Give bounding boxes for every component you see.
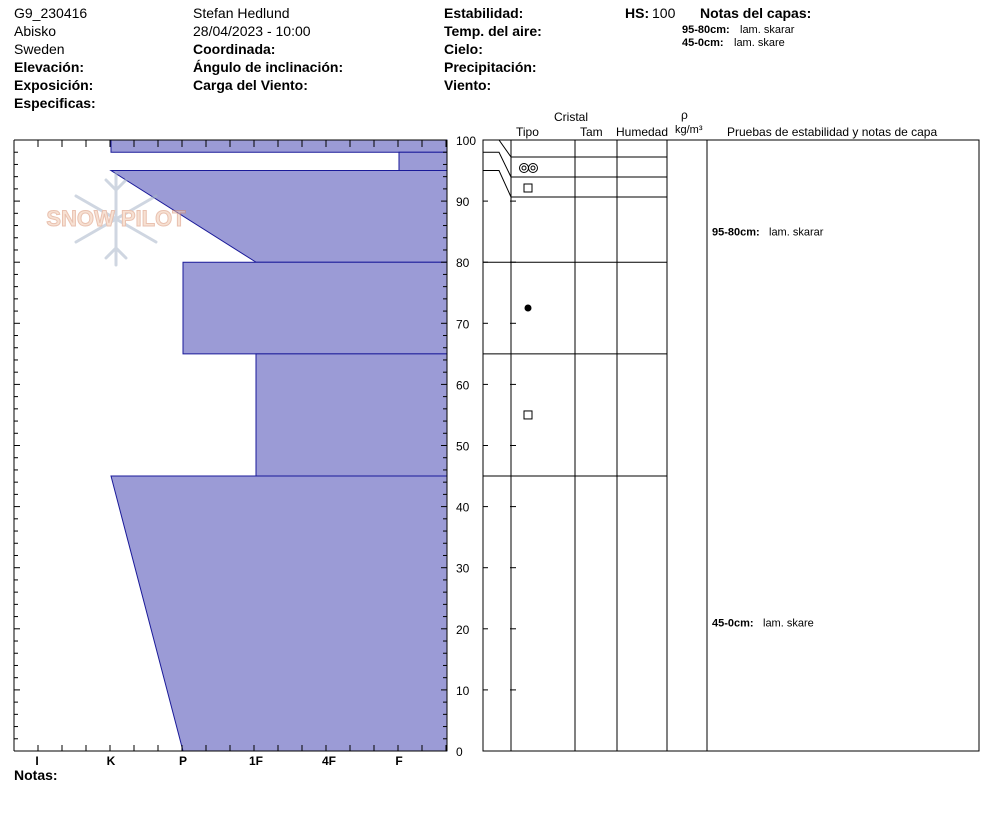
depth-tick-label: 20 [456, 622, 470, 637]
depth-tick-label: 0 [456, 745, 463, 759]
faceted-crystal-icon [524, 184, 532, 192]
layer-table [483, 140, 979, 751]
tests-header: Pruebas de estabilidad y notas de capa [727, 125, 938, 139]
hardness-tick-label: K [106, 754, 116, 768]
hardness-tick-label: P [178, 754, 188, 768]
specifics-label: Especificas: [14, 95, 96, 111]
humedad-header: Humedad [616, 125, 669, 139]
tam-header: Tam [580, 125, 603, 139]
observer: Stefan Hedlund [193, 5, 290, 21]
layer-comment-text: lam. skare [763, 617, 814, 630]
depth-tick-label: 40 [456, 500, 470, 515]
depth-tick-label: 60 [456, 378, 470, 393]
layer-comment-range: 45-0cm: [712, 617, 754, 630]
melt-form-icon [525, 305, 532, 312]
hardness-profile [111, 140, 447, 751]
layer-note-text: lam. skare [734, 37, 785, 49]
faceted-crystal-icon [524, 411, 532, 419]
stability-label: Estabilidad: [444, 5, 524, 21]
depth-tick-label: 10 [456, 683, 470, 698]
layer-note-text: lam. skarar [740, 24, 795, 36]
aspect-label: Exposición: [14, 77, 94, 93]
hs-label: HS: [625, 5, 650, 21]
layer-note-range: 45-0cm: [682, 37, 724, 49]
depth-tick-label: 70 [456, 317, 470, 332]
hardness-layer [111, 140, 447, 152]
hardness-layer [111, 476, 447, 751]
layer-comment-text: lam. skarar [769, 226, 824, 239]
hardness-tick-label: 4F [321, 754, 337, 768]
layer-connector [483, 152, 511, 177]
rounded-grains-icon [520, 164, 538, 173]
grain-circle [522, 166, 526, 170]
depth-tick-label: 50 [456, 439, 470, 454]
hardness-layer [183, 262, 447, 354]
cristal-header: Cristal [554, 110, 589, 124]
wind-load-label: Carga del Viento: [193, 77, 308, 93]
density-unit: kg/m³ [675, 124, 703, 136]
air-temp-label: Temp. del aire: [444, 23, 542, 39]
layer-note-range: 95-80cm: [682, 24, 730, 36]
hardness-tick-label: I [35, 754, 39, 768]
layer-connector [483, 140, 511, 157]
slope-angle-label: Ángulo de inclinación: [193, 59, 344, 75]
depth-tick-label: 100 [456, 134, 477, 148]
precipitation-label: Precipitación: [444, 59, 537, 75]
country: Sweden [14, 41, 65, 57]
depth-tick-label: 80 [456, 256, 470, 271]
grain-circle [520, 164, 529, 173]
hardness-layer [399, 152, 447, 170]
grain-circle [529, 164, 538, 173]
depth-tick-label: 90 [456, 195, 470, 210]
depth-tick-label: 30 [456, 561, 470, 576]
wind-label: Viento: [444, 77, 492, 93]
layer-notes-title: Notas del capas: [700, 5, 812, 21]
hs-value: 100 [652, 5, 676, 21]
location: Abisko [14, 23, 57, 39]
layer-comment-range: 95-80cm: [712, 226, 760, 239]
logo-text: SNOW PILOT [46, 206, 186, 231]
hardness-layer [256, 354, 447, 476]
sky-label: Cielo: [444, 41, 483, 57]
notes-label: Notas: [14, 767, 58, 783]
elevation-label: Elevación: [14, 59, 85, 75]
hardness-tick-label: 1F [248, 754, 264, 768]
pit-id: G9_230416 [14, 5, 88, 21]
layer-connector [483, 171, 511, 197]
coordinate-label: Coordinada: [193, 41, 276, 57]
grain-circle [531, 166, 535, 170]
date-time: 28/04/2023 - 10:00 [193, 23, 311, 39]
tipo-header: Tipo [516, 125, 539, 139]
hardness-tick-label: F [395, 754, 403, 768]
density-symbol: ρ [681, 108, 688, 122]
